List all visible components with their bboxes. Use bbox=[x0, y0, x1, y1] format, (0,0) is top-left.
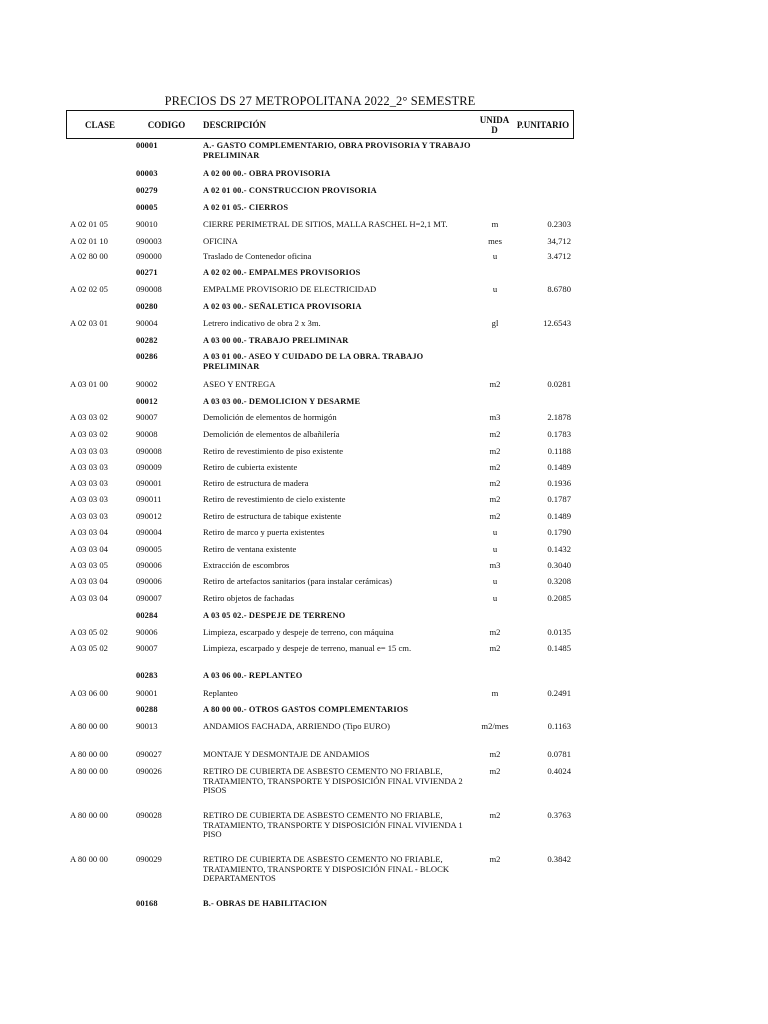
cell-descripcion: RETIRO DE CUBIERTA DE ASBESTO CEMENTO NO FRIABLE, TRATAMIENTO, TRANSPORTE Y DISPOSICIÓN FINAL VIVIENDA 2 PISOS bbox=[203, 766, 463, 795]
cell-precio: 0.1163 bbox=[547, 721, 571, 731]
cell-clase: A 03 01 00 bbox=[70, 379, 108, 389]
cell-descripcion: Limpieza, escarpado y despeje de terreno, con máquina bbox=[203, 627, 394, 637]
cell-codigo: 90008 bbox=[136, 429, 158, 439]
cell-codigo: 090006 bbox=[136, 576, 162, 586]
cell-precio: 0.0281 bbox=[547, 379, 571, 389]
cell-codigo: 00001 bbox=[136, 141, 158, 150]
header-unidad bbox=[476, 110, 514, 139]
cell-descripcion: CIERRE PERIMETRAL DE SITIOS, MALLA RASCHEL H=2,1 MT. bbox=[203, 219, 448, 229]
cell-codigo: 00005 bbox=[136, 203, 158, 212]
cell-codigo: 090028 bbox=[136, 810, 162, 820]
cell-descripcion: A.- GASTO COMPLEMENTARIO, OBRA PROVISORIA Y TRABAJO PRELIMINAR bbox=[203, 141, 471, 160]
cell-clase: A 03 03 04 bbox=[70, 544, 108, 554]
cell-precio: 0.3040 bbox=[547, 560, 571, 570]
cell-clase: A 03 03 03 bbox=[70, 446, 108, 456]
cell-precio: 0.3208 bbox=[547, 576, 571, 586]
header-codigo-label: CODIGO bbox=[147, 119, 186, 130]
cell-codigo: 90002 bbox=[136, 379, 158, 389]
cell-descripcion: EMPALME PROVISORIO DE ELECTRICIDAD bbox=[203, 284, 377, 294]
cell-codigo: 090008 bbox=[136, 446, 162, 456]
cell-clase: A 03 03 03 bbox=[70, 462, 108, 472]
header-clase-label: CLASE bbox=[84, 119, 115, 130]
cell-clase: A 02 03 01 bbox=[70, 318, 108, 328]
cell-clase: A 02 02 05 bbox=[70, 284, 108, 294]
cell-codigo: 090026 bbox=[136, 766, 162, 776]
cell-unidad: m2 bbox=[489, 478, 501, 488]
cell-unidad: m2 bbox=[489, 854, 501, 864]
cell-unidad: m2 bbox=[489, 462, 501, 472]
cell-clase: A 80 00 00 bbox=[70, 749, 108, 759]
cell-clase: A 02 01 05 bbox=[70, 219, 108, 229]
header-unidad-label-1: UNIDA bbox=[479, 114, 510, 125]
cell-descripcion: Retiro de ventana existente bbox=[203, 544, 297, 554]
cell-precio: 8.6780 bbox=[547, 284, 571, 294]
cell-unidad: m2 bbox=[489, 766, 501, 776]
cell-codigo: 90004 bbox=[136, 318, 158, 328]
cell-codigo: 00282 bbox=[136, 336, 158, 345]
cell-codigo: 090004 bbox=[136, 527, 162, 537]
cell-descripcion: Retiro de estructura de tabique existente bbox=[203, 511, 342, 521]
cell-unidad: m bbox=[491, 219, 499, 229]
cell-precio: 0.1485 bbox=[547, 643, 571, 653]
cell-codigo: 00288 bbox=[136, 705, 158, 714]
cell-descripcion: MONTAJE Y DESMONTAJE DE ANDAMIOS bbox=[203, 749, 370, 759]
cell-descripcion: Demolición de elementos de hormigón bbox=[203, 412, 337, 422]
cell-unidad: u bbox=[492, 251, 498, 261]
cell-precio: 0.2085 bbox=[547, 593, 571, 603]
cell-unidad: m bbox=[491, 688, 499, 698]
cell-codigo: 00283 bbox=[136, 671, 158, 680]
cell-clase: A 03 05 02 bbox=[70, 643, 108, 653]
cell-descripcion: A 02 03 00.- SEÑALETICA PROVISORIA bbox=[203, 302, 362, 311]
cell-unidad: m2 bbox=[489, 379, 501, 389]
cell-codigo: 90013 bbox=[136, 721, 158, 731]
cell-precio: 0.1188 bbox=[547, 446, 571, 456]
cell-descripcion: Retiro de cubierta existente bbox=[203, 462, 298, 472]
cell-codigo: 90001 bbox=[136, 688, 158, 698]
cell-precio: 0.1936 bbox=[547, 478, 571, 488]
cell-codigo: 00280 bbox=[136, 302, 158, 311]
cell-precio: 0.1489 bbox=[547, 462, 571, 472]
cell-precio: 0.1489 bbox=[547, 511, 571, 521]
cell-descripcion: A 02 02 00.- EMPALMES PROVISORIOS bbox=[203, 268, 361, 277]
cell-precio: 0.0781 bbox=[547, 749, 571, 759]
cell-descripcion: ANDAMIOS FACHADA, ARRIENDO (Tipo EURO) bbox=[203, 721, 390, 731]
cell-descripcion: Traslado de Contenedor oficina bbox=[203, 251, 312, 261]
cell-unidad: m2 bbox=[489, 511, 501, 521]
cell-codigo: 090009 bbox=[136, 462, 162, 472]
cell-unidad: u bbox=[492, 544, 498, 554]
cell-codigo: 090005 bbox=[136, 544, 162, 554]
cell-descripcion: A 03 06 00.- REPLANTEO bbox=[203, 671, 303, 680]
cell-descripcion: Retiro de revestimiento de cielo existente bbox=[203, 494, 346, 504]
cell-unidad: mes bbox=[488, 236, 502, 246]
header-punitario-label: P.UNITARIO bbox=[516, 119, 570, 130]
cell-descripcion: Letrero indicativo de obra 2 x 3m. bbox=[203, 318, 321, 328]
cell-unidad: gl bbox=[491, 318, 499, 328]
cell-precio: 0.3763 bbox=[547, 810, 571, 820]
cell-codigo: 090003 bbox=[136, 236, 162, 246]
header-codigo bbox=[133, 110, 201, 139]
cell-unidad: m2 bbox=[489, 643, 501, 653]
cell-descripcion: Retiro de artefactos sanitarios (para instalar cerámicas) bbox=[203, 576, 392, 586]
page-title: PRECIOS DS 27 METROPOLITANA 2022_2° SEMESTRE bbox=[164, 94, 476, 108]
cell-clase: A 80 00 00 bbox=[70, 854, 108, 864]
cell-descripcion: Demolición de elementos de albañilería bbox=[203, 429, 340, 439]
cell-unidad: m2 bbox=[489, 429, 501, 439]
cell-clase: A 80 00 00 bbox=[70, 721, 108, 731]
cell-descripcion: A 02 00 00.- OBRA PROVISORIA bbox=[203, 169, 331, 178]
cell-precio: 3.4712 bbox=[547, 251, 571, 261]
cell-descripcion: Replanteo bbox=[203, 688, 238, 698]
cell-descripcion: A 03 05 02.- DESPEJE DE TERRENO bbox=[203, 611, 346, 620]
cell-precio: 0.0135 bbox=[547, 627, 571, 637]
cell-clase: A 03 03 03 bbox=[70, 511, 108, 521]
cell-codigo: 00279 bbox=[136, 186, 158, 195]
header-clase bbox=[66, 110, 134, 139]
cell-codigo: 090001 bbox=[136, 478, 162, 488]
cell-descripcion: A 03 01 00.- ASEO Y CUIDADO DE LA OBRA. TRABAJO PRELIMINAR bbox=[203, 352, 424, 371]
cell-precio: 0.1787 bbox=[547, 494, 571, 504]
header-unidad-label-2: D bbox=[491, 124, 498, 135]
cell-unidad: u bbox=[492, 284, 498, 294]
cell-descripcion: Retiro de marco y puerta existentes bbox=[203, 527, 325, 537]
cell-clase: A 03 03 04 bbox=[70, 593, 108, 603]
cell-codigo: 00286 bbox=[136, 352, 158, 361]
cell-descripcion: A 02 01 00.- CONSTRUCCION PROVISORIA bbox=[203, 186, 377, 195]
cell-clase: A 03 03 03 bbox=[70, 478, 108, 488]
cell-descripcion: A 03 00 00.- TRABAJO PRELIMINAR bbox=[203, 336, 349, 345]
cell-unidad: u bbox=[492, 593, 498, 603]
cell-clase: A 03 06 00 bbox=[70, 688, 108, 698]
cell-precio: 12.6543 bbox=[543, 318, 571, 328]
cell-clase: A 03 05 02 bbox=[70, 627, 108, 637]
header-descripcion-label: DESCRIPCIÓN bbox=[203, 119, 267, 130]
cell-descripcion: A 03 03 00.- DEMOLICION Y DESARME bbox=[203, 397, 361, 406]
cell-unidad: m3 bbox=[489, 412, 501, 422]
cell-unidad: u bbox=[492, 576, 498, 586]
cell-descripcion: ASEO Y ENTREGA bbox=[203, 379, 276, 389]
cell-codigo: 00271 bbox=[136, 268, 158, 277]
cell-precio: 0.1790 bbox=[547, 527, 571, 537]
cell-clase: A 02 80 00 bbox=[70, 251, 108, 261]
cell-precio: 2.1878 bbox=[547, 412, 571, 422]
cell-descripcion: Retiro objetos de fachadas bbox=[203, 593, 294, 603]
cell-descripcion: RETIRO DE CUBIERTA DE ASBESTO CEMENTO NO FRIABLE, TRATAMIENTO, TRANSPORTE Y DISPOSICIÓN FINAL VIVIENDA 1 PISO bbox=[203, 810, 463, 839]
cell-precio: 0.2303 bbox=[547, 219, 571, 229]
cell-unidad: m2 bbox=[489, 627, 501, 637]
cell-precio: 0.3842 bbox=[547, 854, 571, 864]
cell-precio: 0.4024 bbox=[547, 766, 571, 776]
cell-unidad: m2 bbox=[489, 446, 501, 456]
cell-codigo: 00284 bbox=[136, 611, 158, 620]
cell-codigo: 090000 bbox=[136, 251, 162, 261]
cell-precio: 0.2491 bbox=[547, 688, 571, 698]
cell-unidad: m2 bbox=[489, 749, 501, 759]
header-punitario bbox=[513, 110, 574, 139]
header-descripcion bbox=[200, 110, 477, 139]
cell-codigo: 090011 bbox=[136, 494, 162, 504]
cell-descripcion: Extracción de escombros bbox=[203, 560, 290, 570]
cell-unidad: m3 bbox=[489, 560, 501, 570]
cell-codigo: 090007 bbox=[136, 593, 162, 603]
cell-clase: A 02 01 10 bbox=[70, 236, 108, 246]
cell-clase: A 80 00 00 bbox=[70, 766, 108, 776]
cell-descripcion: A 80 00 00.- OTROS GASTOS COMPLEMENTARIOS bbox=[203, 705, 409, 714]
cell-clase: A 80 00 00 bbox=[70, 810, 108, 820]
cell-codigo: 00168 bbox=[136, 899, 158, 908]
cell-codigo: 090029 bbox=[136, 854, 162, 864]
cell-descripcion: B.- OBRAS DE HABILITACION bbox=[203, 899, 328, 908]
cell-clase: A 03 03 02 bbox=[70, 429, 108, 439]
cell-descripcion: RETIRO DE CUBIERTA DE ASBESTO CEMENTO NO FRIABLE, TRATAMIENTO, TRANSPORTE Y DISPOSICIÓN FINAL - BLOCK DEPARTAMENTOS bbox=[203, 854, 450, 883]
cell-unidad: m2 bbox=[489, 494, 501, 504]
cell-codigo: 090008 bbox=[136, 284, 162, 294]
cell-precio: 34,712 bbox=[547, 236, 571, 246]
cell-unidad: u bbox=[492, 527, 498, 537]
cell-clase: A 03 03 03 bbox=[70, 494, 108, 504]
cell-clase: A 03 03 05 bbox=[70, 560, 108, 570]
cell-clase: A 03 03 04 bbox=[70, 527, 108, 537]
cell-clase: A 03 03 02 bbox=[70, 412, 108, 422]
cell-codigo: 00003 bbox=[136, 169, 158, 178]
cell-codigo: 90010 bbox=[136, 219, 158, 229]
cell-descripcion: A 02 01 05.- CIERROS bbox=[203, 203, 289, 212]
cell-precio: 0.1432 bbox=[547, 544, 571, 554]
cell-codigo: 90007 bbox=[136, 643, 158, 653]
cell-codigo: 090012 bbox=[136, 511, 162, 521]
cell-clase: A 03 03 04 bbox=[70, 576, 108, 586]
cell-unidad: m2 bbox=[489, 810, 501, 820]
cell-precio: 0.1783 bbox=[547, 429, 571, 439]
cell-descripcion: Retiro de revestimiento de piso existente bbox=[203, 446, 344, 456]
cell-codigo: 00012 bbox=[136, 397, 158, 406]
cell-codigo: 90006 bbox=[136, 627, 158, 637]
cell-codigo: 90007 bbox=[136, 412, 158, 422]
cell-codigo: 090006 bbox=[136, 560, 162, 570]
cell-descripcion: Limpieza, escarpado y despeje de terreno, manual e= 15 cm. bbox=[203, 643, 412, 653]
cell-descripcion: OFICINA bbox=[203, 236, 238, 246]
cell-unidad: m2/mes bbox=[481, 721, 509, 731]
cell-codigo: 090027 bbox=[136, 749, 162, 759]
cell-descripcion: Retiro de estructura de madera bbox=[203, 478, 309, 488]
